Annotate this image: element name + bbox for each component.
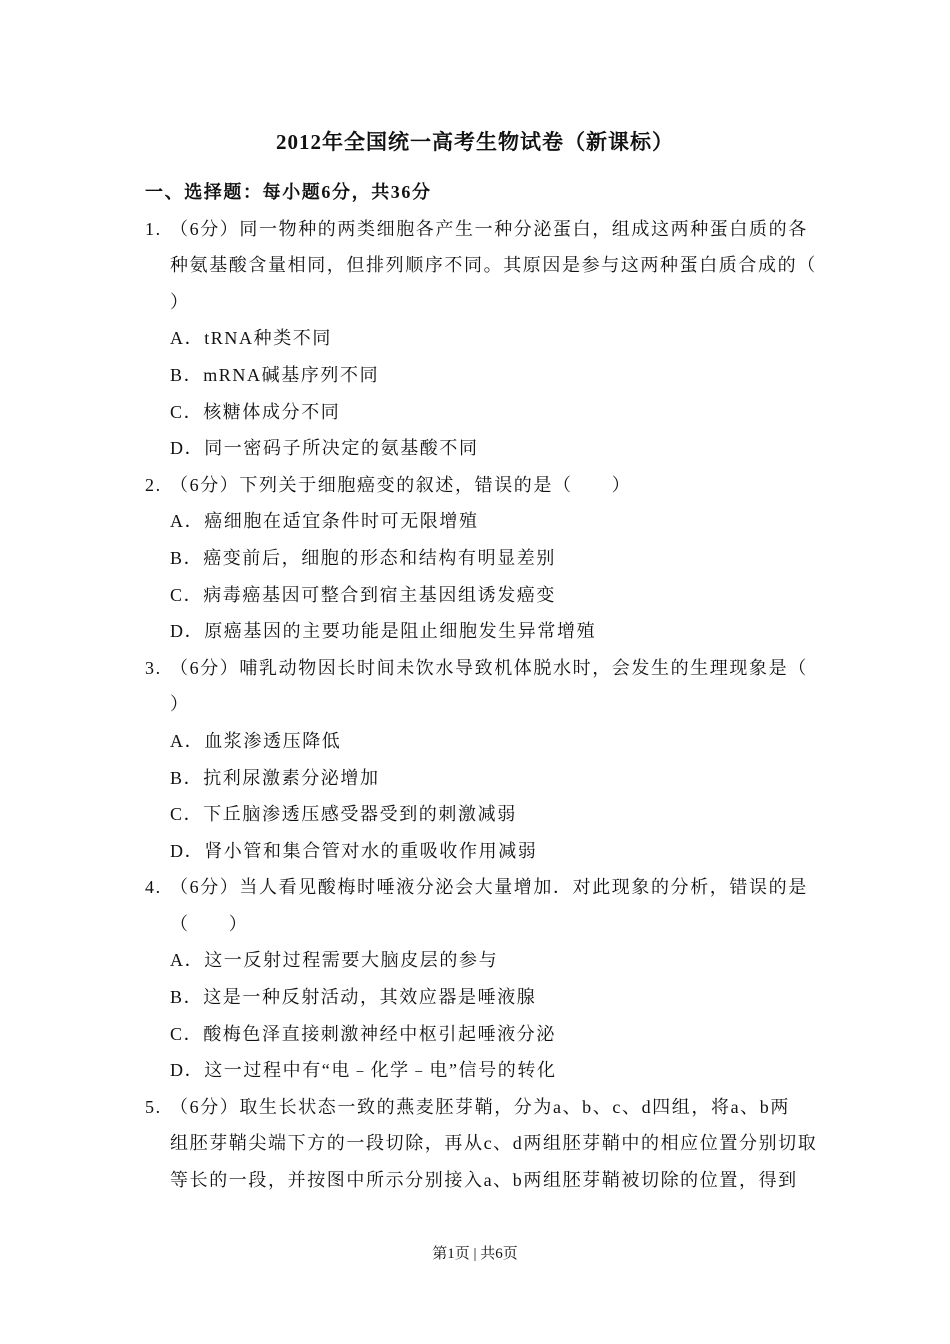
question-stem-line (145, 467, 815, 504)
question-stem-text: ） (170, 291, 190, 312)
answer-option: D．这一过程中有“电﹣化学﹣电”信号的转化 (170, 1060, 557, 1081)
answer-option: A．tRNA种类不同 (170, 328, 333, 349)
question-stem-text: ） (170, 694, 190, 715)
answer-option: A．血浆渗透压降低 (170, 730, 342, 751)
answer-option: C．酸梅色泽直接刺激神经中枢引起唾液分泌 (170, 1023, 557, 1044)
answer-option: C．下丘脑渗透压感受器受到的刺激减弱 (170, 804, 517, 825)
question-stem-line (145, 1125, 818, 1162)
answer-option: B．mRNA碱基序列不同 (170, 364, 380, 385)
question-5 (145, 1089, 818, 1199)
question-stem-text: （ ） (170, 913, 249, 934)
answer-option: C．核糖体成分不同 (170, 401, 341, 422)
answer-option: D．肾小管和集合管对水的重吸收作用减弱 (170, 840, 538, 861)
question-stem-line (145, 650, 815, 687)
answer-option: D．同一密码子所决定的氨基酸不同 (170, 438, 479, 459)
question-stem-text: 种氨基酸含量相同，但排列顺序不同。其原因是参与这两种蛋白质合成的（ (170, 255, 817, 276)
question-stem-line (145, 284, 815, 321)
question-4 (145, 869, 815, 1089)
question-3 (145, 650, 815, 870)
answer-option: C．病毒癌基因可整合到宿主基因组诱发癌变 (170, 584, 557, 605)
question-stem-line (145, 1162, 815, 1199)
question-list (145, 174, 818, 1199)
question-stem-text: （6分）取生长状态一致的燕麦胚芽鞘，分为a、b、c、d四组，将a、b两 (170, 1096, 790, 1117)
question-2 (145, 467, 815, 650)
question-number: 2. (145, 474, 162, 495)
answer-option: D．原癌基因的主要功能是阻止细胞发生异常增殖 (170, 621, 597, 642)
page-title: 2012年全国统一高考生物试卷（新课标） (276, 130, 674, 154)
question-stem-line (145, 211, 815, 248)
question-stem-line (145, 1089, 815, 1126)
question-stem-line (145, 247, 815, 284)
question-1 (145, 211, 815, 467)
question-stem-text: （6分）当人看见酸梅时唾液分泌会大量增加．对此现象的分析，错误的是 (170, 877, 808, 898)
question-number: 3. (145, 657, 162, 678)
question-stem-text: 组胚芽鞘尖端下方的一段切除，再从c、d两组胚芽鞘中的相应位置分别切取 (170, 1133, 818, 1154)
question-number: 5. (145, 1096, 162, 1117)
question-stem-text: （6分）下列关于细胞癌变的叙述，错误的是（ ） (170, 474, 632, 495)
answer-option: B．抗利尿激素分泌增加 (170, 767, 380, 788)
question-number: 4. (145, 877, 162, 898)
question-stem-line (145, 869, 815, 906)
question-stem-text: （6分）哺乳动物因长时间未饮水导致机体脱水时，会发生的生理现象是（ (170, 657, 808, 678)
question-number: 1. (145, 218, 162, 239)
answer-option: B．癌变前后，细胞的形态和结构有明显差别 (170, 547, 557, 568)
question-stem-line (145, 686, 815, 723)
answer-option: B．这是一种反射活动，其效应器是唾液腺 (170, 987, 537, 1008)
section-heading: 一、选择题：每小题6分，共36分 (145, 182, 432, 202)
answer-option: A．癌细胞在适宜条件时可无限增殖 (170, 511, 479, 532)
question-stem-text: （6分）同一物种的两类细胞各产生一种分泌蛋白，组成这两种蛋白质的各 (170, 218, 808, 239)
page-footer: 第1页 | 共6页 (432, 1246, 518, 1262)
answer-option: A．这一反射过程需要大脑皮层的参与 (170, 950, 499, 971)
question-stem-text: 等长的一段，并按图中所示分别接入a、b两组胚芽鞘被切除的位置，得到 (170, 1170, 798, 1191)
question-stem-line (145, 906, 815, 943)
